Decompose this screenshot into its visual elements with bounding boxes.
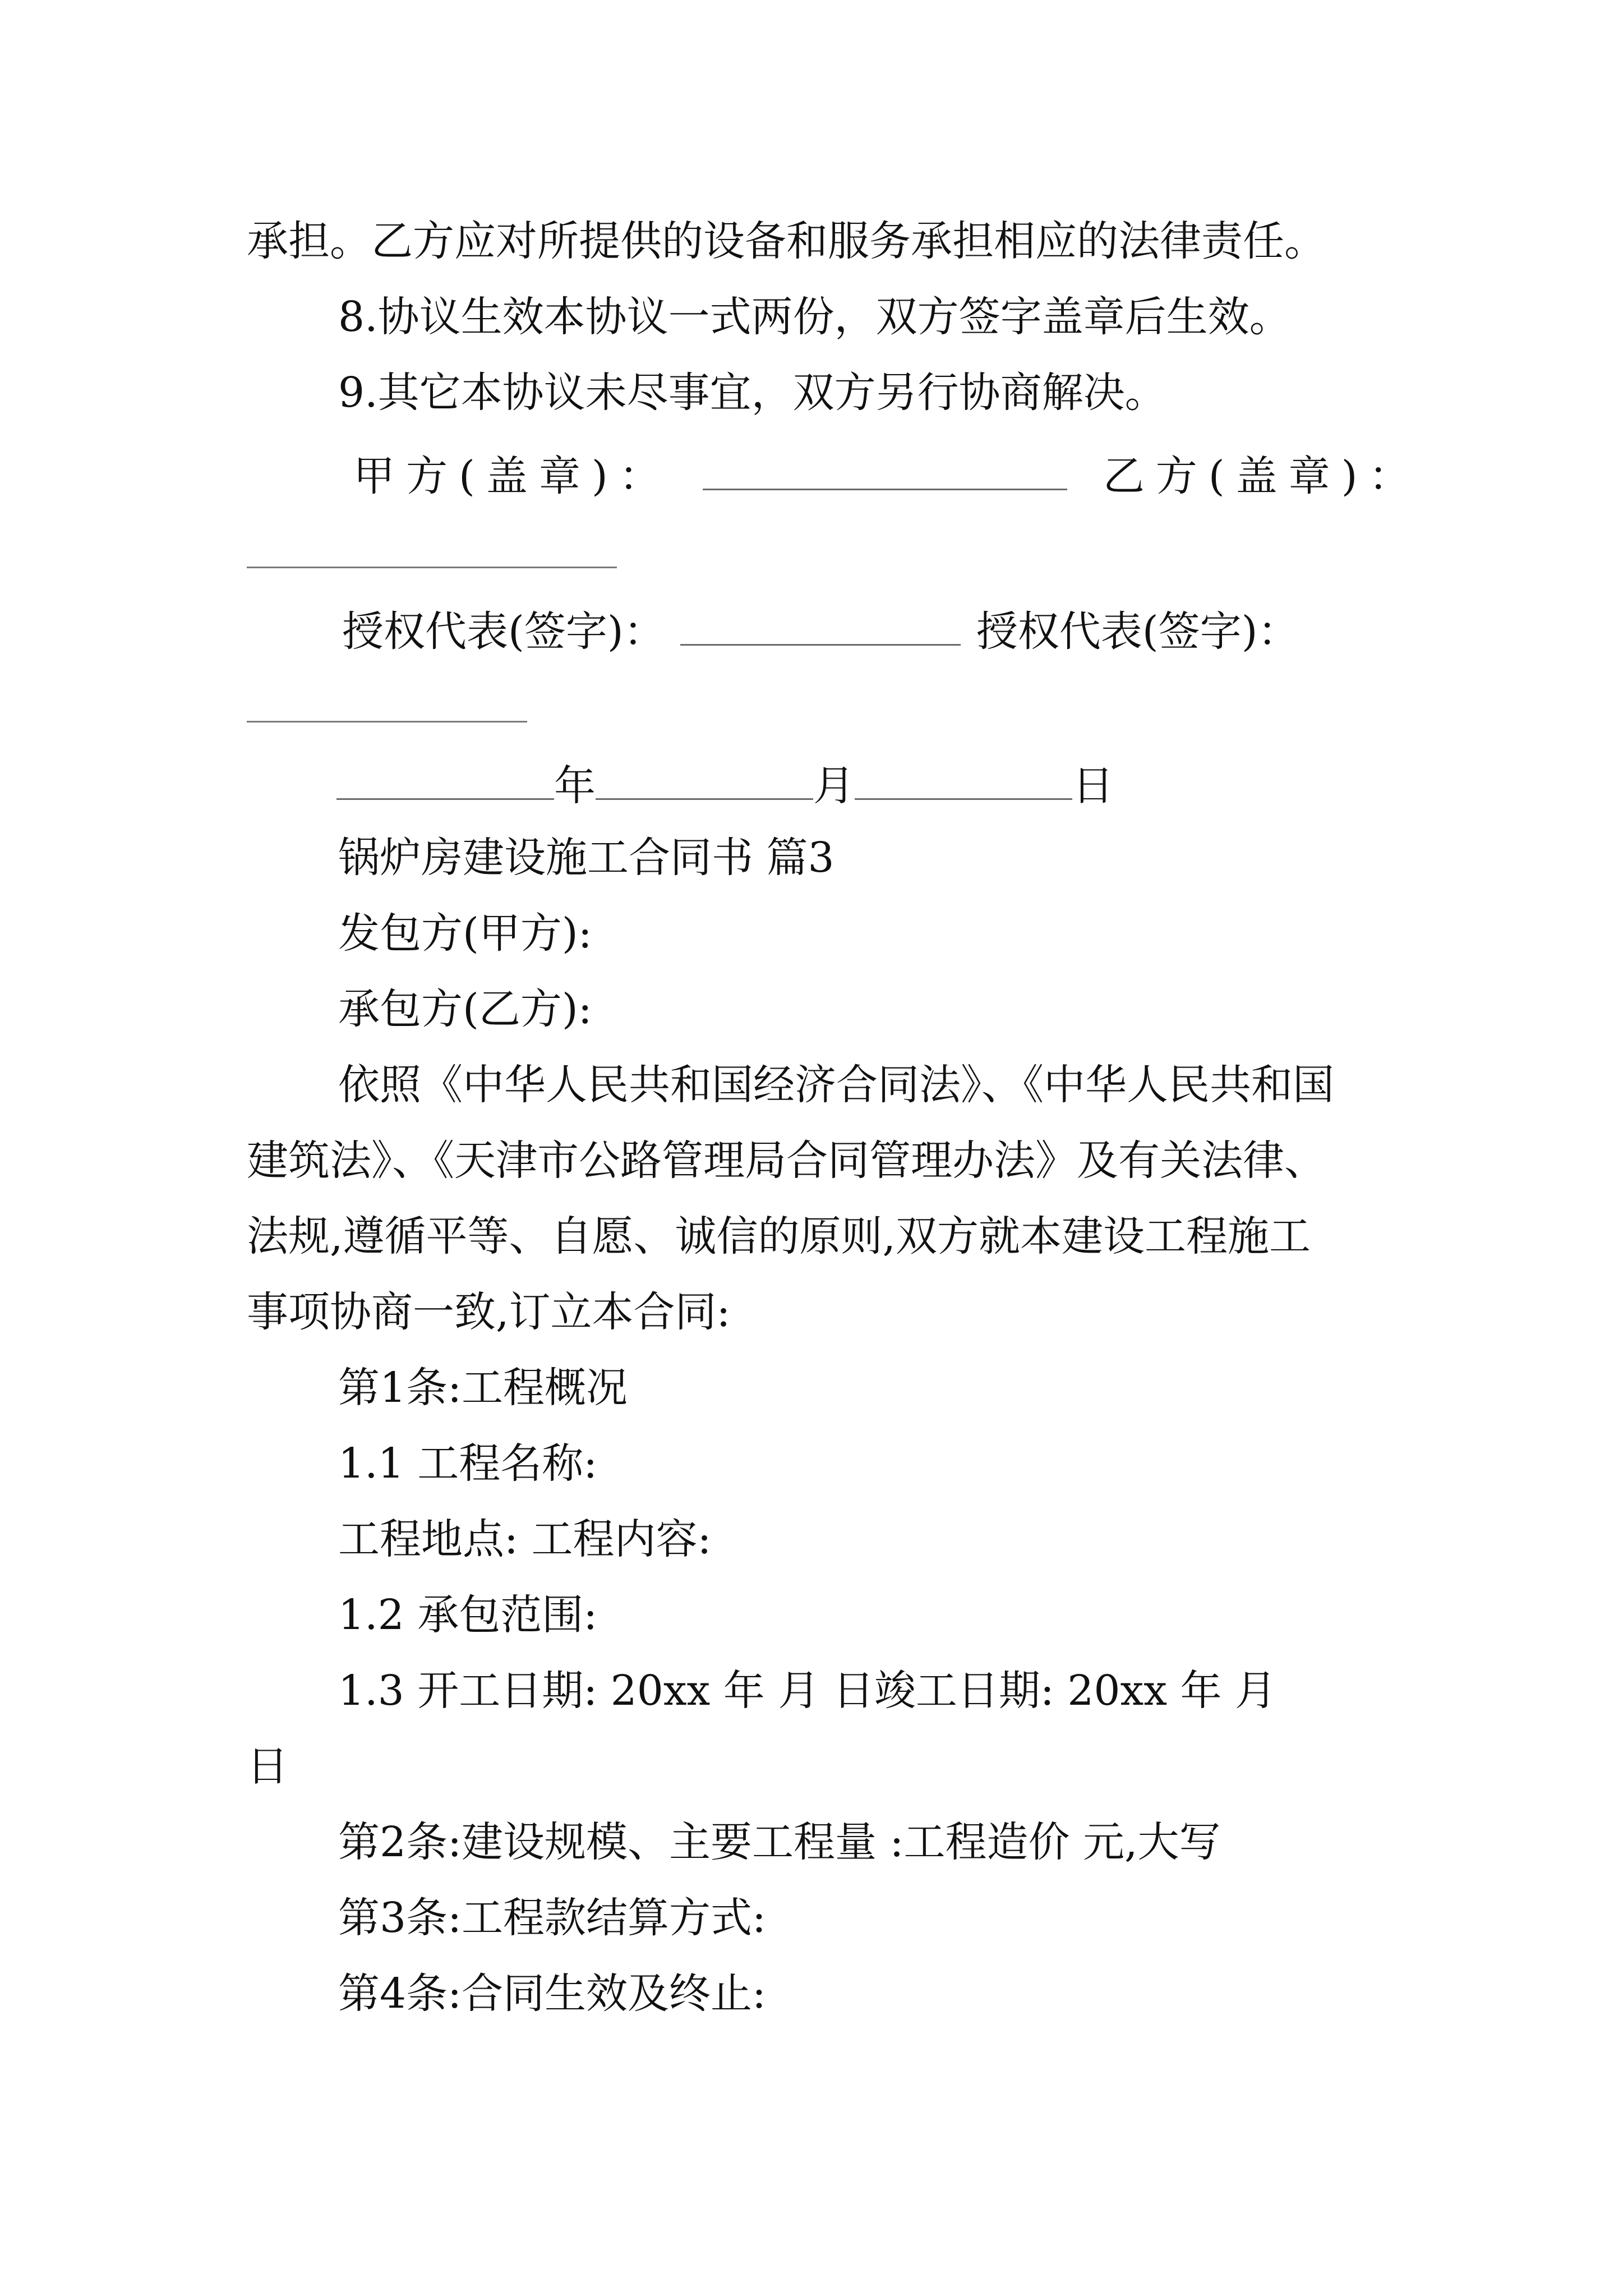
day-blank	[855, 761, 1072, 800]
intro-paragraph-line-1: 依照《中华人民共和国经济合同法》、《中华人民共和国	[338, 1061, 1334, 1109]
paragraph-liability-tail: 承担。乙方应对所提供的设备和服务承担相应的法律责任。	[247, 217, 1326, 265]
intro-paragraph-line-2: 建筑法》、《天津市公路管理局合同管理办法》及有关法律、	[247, 1137, 1326, 1185]
article-1-1-project-name: 1.1 工程名称:	[338, 1439, 598, 1488]
article-3-settlement: 第3条:工程款结算方式:	[338, 1894, 766, 1942]
party-b-representative-blank	[247, 721, 527, 723]
party-b-seal-label: 乙方(盖章)：	[1103, 452, 1422, 500]
party-a-representative-label: 授权代表(签字)：	[342, 608, 665, 656]
date-row	[336, 761, 1114, 810]
party-a-seal-row	[353, 452, 1422, 500]
article-1-2-scope: 1.2 承包范围:	[338, 1591, 598, 1639]
day-label: 日	[1072, 762, 1114, 810]
month-label: 月	[813, 762, 855, 810]
intro-paragraph-line-3: 法规,遵循平等、自愿、诚信的原则,双方就本建设工程施工	[247, 1212, 1311, 1260]
article-1-heading: 第1条:工程概况	[338, 1364, 628, 1412]
article-4-effect-termination: 第4条:合同生效及终止:	[338, 1970, 766, 2018]
clause-9-other-matters: 9.其它本协议未尽事宜，双方另行协商解决。	[338, 369, 1166, 417]
employer-line: 发包方(甲方):	[338, 909, 592, 958]
party-a-seal-blank	[703, 452, 1067, 490]
section-title: 锅炉房建设施工合同书 篇3	[338, 834, 834, 882]
party-a-representative-blank	[680, 607, 961, 646]
contractor-line: 承包方(乙方):	[338, 985, 592, 1033]
party-b-representative-label: 授权代表(签字)：	[976, 608, 1299, 656]
clause-8-effectiveness: 8.协议生效本协议一式两份，双方签字盖章后生效。	[338, 293, 1291, 341]
article-1-3-dates-line-1: 1.3 开工日期: 20xx 年 月 日竣工日期: 20xx 年 月	[338, 1667, 1276, 1715]
year-blank	[336, 761, 554, 800]
article-1-3-dates-line-2: 日	[247, 1742, 288, 1791]
month-blank	[596, 761, 813, 800]
year-label: 年	[554, 762, 596, 810]
party-a-seal-label: 甲方(盖章)：	[353, 452, 672, 500]
intro-paragraph-line-4: 事项协商一致,订立本合同:	[247, 1288, 731, 1336]
article-1-location-content: 工程地点: 工程内容:	[338, 1515, 712, 1563]
article-2-scale-cost: 第2条:建设规模、主要工程量 :工程造价 元,大写	[338, 1818, 1221, 1866]
representative-sign-row	[342, 607, 1299, 656]
party-b-seal-blank	[247, 567, 617, 568]
